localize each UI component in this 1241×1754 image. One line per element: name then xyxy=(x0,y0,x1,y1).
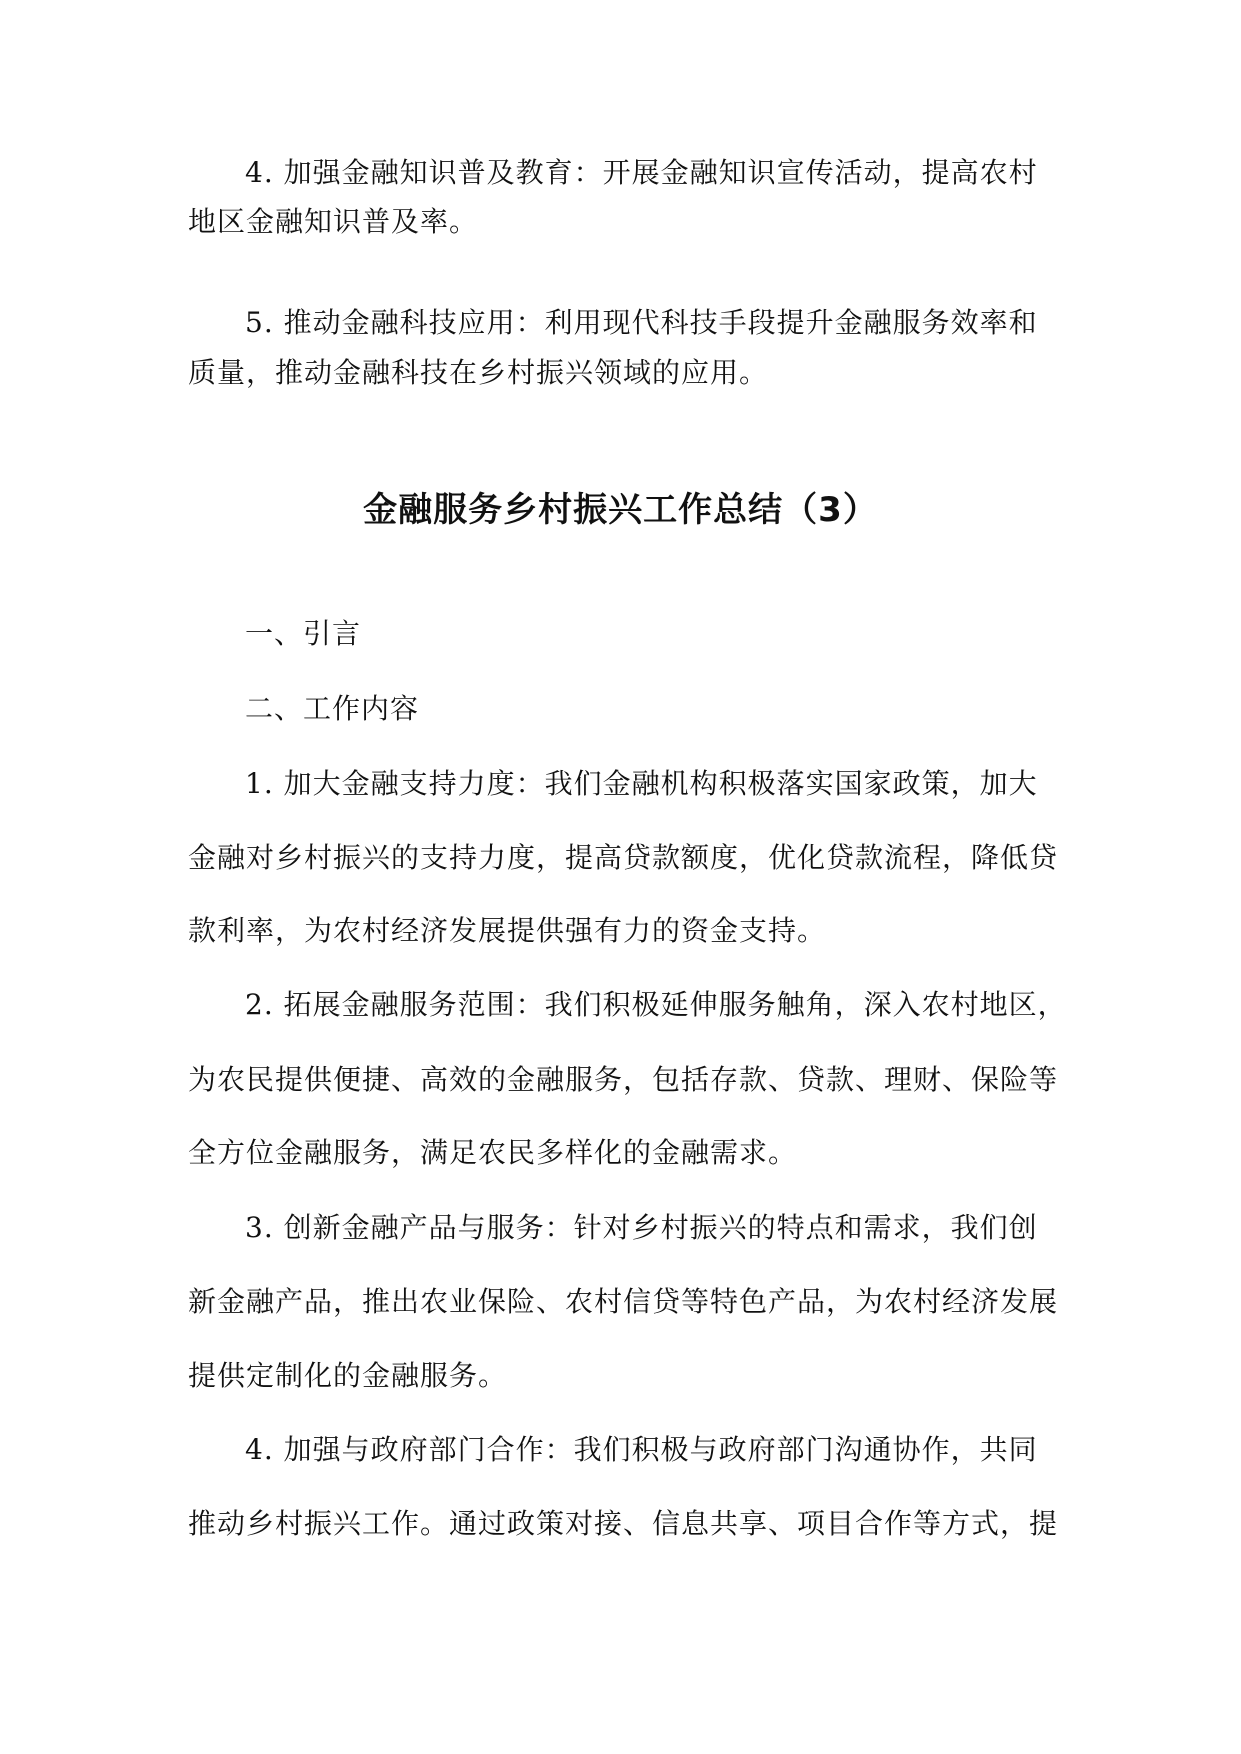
item3-line1: 3. 创新金融产品与服务：针对乡村振兴的特点和需求，我们创 xyxy=(245,1211,1038,1244)
heading-intro: 一、引言 xyxy=(245,617,362,650)
top-item5-line1: 5. 推动金融科技应用：利用现代科技手段提升金融服务效率和 xyxy=(245,306,1038,339)
top-item4-line1: 4. 加强金融知识普及教育：开展金融知识宣传活动，提高农村 xyxy=(245,156,1038,189)
item4-line2: 推动乡村振兴工作。通过政策对接、信息共享、项目合作等方式，提 xyxy=(188,1507,1059,1540)
item1-line1: 1. 加大金融支持力度：我们金融机构积极落实国家政策，加大 xyxy=(245,767,1038,800)
top-item4-line2: 地区金融知识普及率。 xyxy=(188,205,479,238)
section-title: 金融服务乡村振兴工作总结（3） xyxy=(363,490,878,530)
item2-line1: 2. 拓展金融服务范围：我们积极延伸服务触角，深入农村地区， xyxy=(245,988,1067,1021)
item1-line3: 款利率，为农村经济发展提供强有力的资金支持。 xyxy=(188,914,827,947)
item4-line1: 4. 加强与政府部门合作：我们积极与政府部门沟通协作，共同 xyxy=(245,1433,1038,1466)
item2-line3: 全方位金融服务，满足农民多样化的金融需求。 xyxy=(188,1136,798,1169)
item2-line2: 为农民提供便捷、高效的金融服务，包括存款、贷款、理财、保险等 xyxy=(188,1063,1059,1096)
item3-line3: 提供定制化的金融服务。 xyxy=(188,1359,508,1392)
heading-content: 二、工作内容 xyxy=(245,692,420,725)
top-item5-line2: 质量，推动金融科技在乡村振兴领域的应用。 xyxy=(188,356,769,389)
item3-line2: 新金融产品，推出农业保险、农村信贷等特色产品，为农村经济发展 xyxy=(188,1285,1059,1318)
item1-line2: 金融对乡村振兴的支持力度，提高贷款额度，优化贷款流程，降低贷 xyxy=(188,841,1059,874)
